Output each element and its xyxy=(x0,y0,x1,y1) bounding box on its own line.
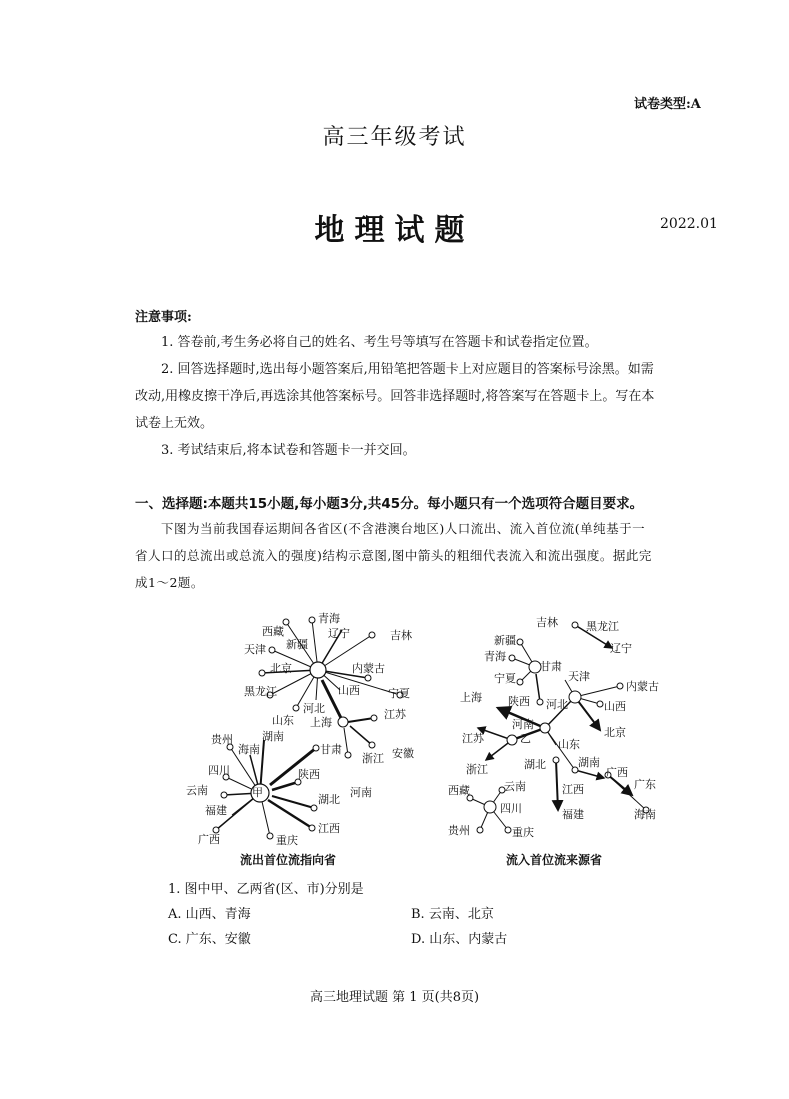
province-label: 陕西 xyxy=(508,695,530,708)
province-label: 河南 xyxy=(512,718,534,731)
province-label: 重庆 xyxy=(512,826,534,839)
province-label: 河北 xyxy=(303,702,325,715)
province-label: 江西 xyxy=(562,783,584,796)
option-a: A. 山西、青海 xyxy=(168,907,251,922)
province-label: 北京 xyxy=(270,662,292,675)
province-label: 贵州 xyxy=(448,824,470,837)
province-label: 山东 xyxy=(272,714,294,727)
province-label: 山东 xyxy=(558,738,580,751)
province-label: 湖北 xyxy=(318,793,340,806)
province-label: 湖南 xyxy=(578,756,600,769)
flow-diagrams xyxy=(0,600,789,870)
hub-yi-label: 乙 xyxy=(520,732,531,745)
province-label: 黑龙江 xyxy=(586,620,619,633)
province-label: 四川 xyxy=(208,764,230,777)
notice-item-2: 2. 回答选择题时,选出每小题答案后,用铅笔把答题卡上对应题目的答案标号涂黑。如需改动,用橡皮擦干净后,再选涂其他答案标号。回答非选择题时,将答案写在答题卡上。写在本试卷上无效。 xyxy=(135,362,655,431)
province-label: 海南 xyxy=(238,743,260,756)
hub-jia-label: 甲 xyxy=(252,786,263,799)
province-label: 上海 xyxy=(310,716,332,729)
province-label: 吉林 xyxy=(390,629,412,642)
province-label: 浙江 xyxy=(466,763,488,776)
province-label: 内蒙古 xyxy=(352,662,385,675)
option-b: B. 云南、北京 xyxy=(411,907,494,922)
section-title: 一、选择题:本题共15小题,每小题3分,共45分。每小题只有一个选项符合题目要求。 xyxy=(135,496,644,512)
province-label: 广西 xyxy=(606,766,628,779)
province-label: 山西 xyxy=(338,684,360,697)
province-label: 青海 xyxy=(484,650,506,663)
province-label: 吉林 xyxy=(536,616,558,629)
province-label: 贵州 xyxy=(211,733,233,746)
province-label: 天津 xyxy=(568,670,590,683)
province-label: 湖北 xyxy=(524,758,546,771)
option-d: D. 山东、内蒙古 xyxy=(411,932,508,947)
exam-header: 高三年级考试 xyxy=(322,125,467,150)
province-label: 浙江 xyxy=(362,752,384,765)
province-label: 江西 xyxy=(318,822,340,835)
province-label: 新疆 xyxy=(494,634,516,647)
province-label: 广东 xyxy=(634,778,656,791)
province-label: 河北 xyxy=(546,698,568,711)
province-label: 河南 xyxy=(350,786,372,799)
province-label: 陕西 xyxy=(298,768,320,781)
province-label: 重庆 xyxy=(276,834,298,847)
province-label: 上海 xyxy=(460,691,482,704)
notice-item-1: 1. 答卷前,考生务必将自己的姓名、考生号等填写在答题卡和试卷指定位置。 xyxy=(161,335,598,350)
province-label: 广西 xyxy=(198,833,220,846)
outflow-diagram xyxy=(213,617,403,839)
province-label: 安徽 xyxy=(392,747,414,760)
paper-date: 2022.01 xyxy=(660,216,718,232)
province-label: 天津 xyxy=(244,643,266,656)
province-label: 湖南 xyxy=(262,730,284,743)
intro-paragraph: 下图为当前我国春运期间各省区(不含港澳台地区)人口流出、流入首位流(单纯基于一省人口的总流出或总流入的强度)结构示意图,图中箭头的粗细代表流入和流出强度。据此完成1～2题。 xyxy=(135,521,652,590)
province-label: 辽宁 xyxy=(328,627,350,640)
option-c: C. 广东、安徽 xyxy=(168,932,251,947)
question-1-stem: 1. 图中甲、乙两省(区、市)分别是 xyxy=(168,882,364,897)
province-label: 北京 xyxy=(604,726,626,739)
province-label: 宁夏 xyxy=(494,672,516,685)
province-label: 甘肃 xyxy=(540,660,562,673)
province-label: 新疆 xyxy=(286,638,308,651)
province-label: 西藏 xyxy=(448,784,470,797)
paper-title: 地理试题 xyxy=(314,213,475,248)
province-label: 山西 xyxy=(604,700,626,713)
province-label: 青海 xyxy=(318,612,340,625)
province-label: 福建 xyxy=(205,804,227,817)
province-label: 四川 xyxy=(500,802,522,815)
province-label: 江苏 xyxy=(384,708,406,721)
inflow-caption: 流入首位流来源省 xyxy=(506,853,603,867)
exam-type-label: 试卷类型:A xyxy=(634,97,701,112)
notice-title: 注意事项: xyxy=(135,310,192,325)
province-label: 辽宁 xyxy=(610,642,632,655)
province-label: 黑龙江 xyxy=(244,685,277,698)
province-label: 内蒙古 xyxy=(626,680,659,693)
province-label: 云南 xyxy=(186,784,208,797)
page-footer: 高三地理试题 第 1 页(共8页) xyxy=(309,990,480,1005)
province-label: 福建 xyxy=(562,808,584,821)
province-label: 江苏 xyxy=(462,732,484,745)
province-label: 西藏 xyxy=(262,625,284,638)
province-label: 甘肃 xyxy=(320,743,342,756)
outflow-caption: 流出首位流指向省 xyxy=(240,853,337,867)
province-label: 海南 xyxy=(634,808,656,821)
province-label: 云南 xyxy=(504,780,526,793)
notice-item-3: 3. 考试结束后,将本试卷和答题卡一并交回。 xyxy=(161,443,416,458)
province-label: 宁夏 xyxy=(388,687,410,700)
